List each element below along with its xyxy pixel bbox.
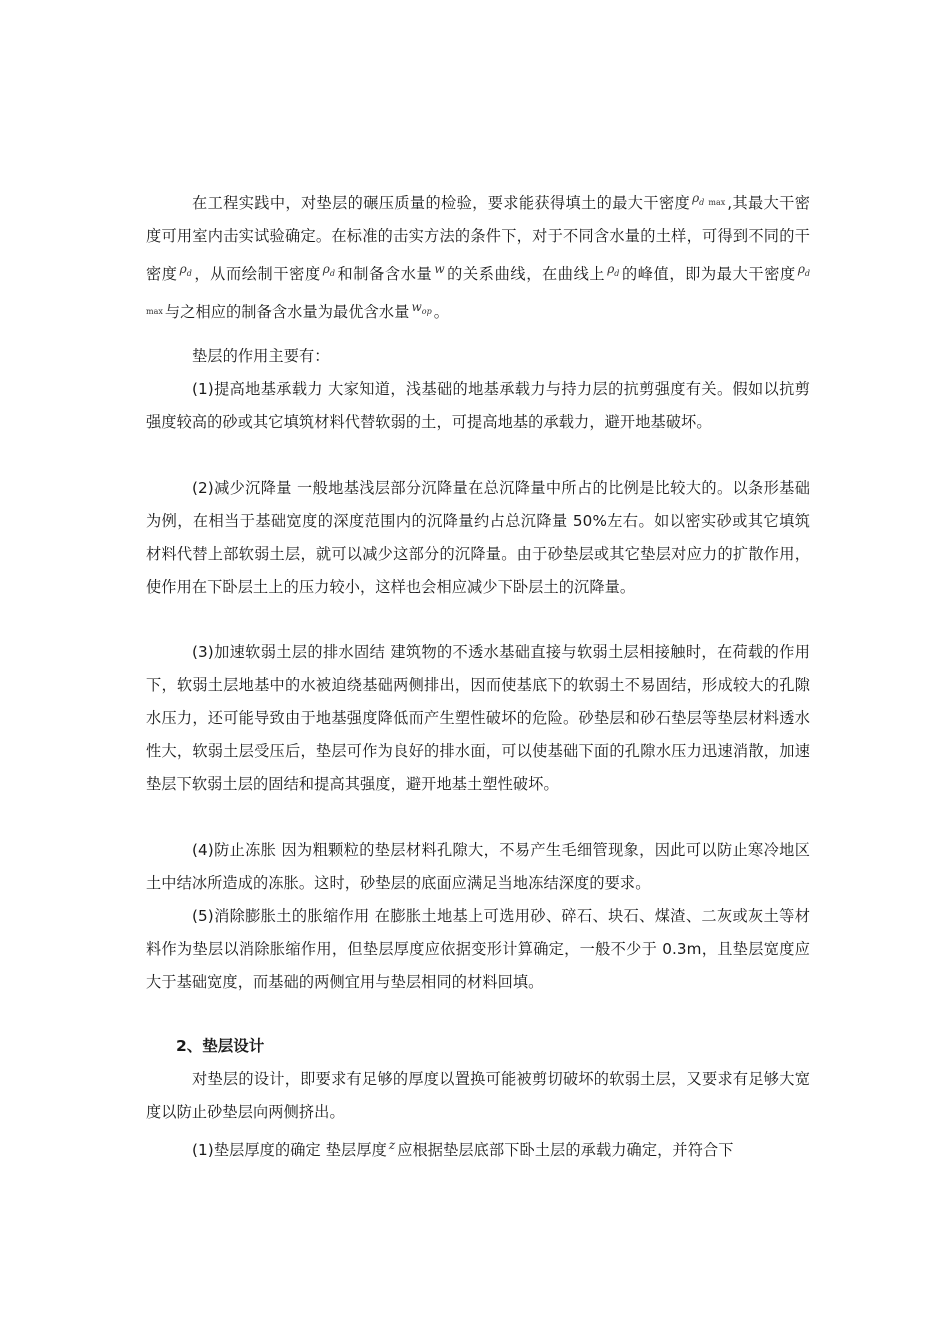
rho-d-max-symbol: ρd max [146,262,811,316]
intro-text-8: 。 [433,303,449,321]
role-item-2: (2)减少沉降量 一般地基浅层部分沉降量在总沉降量中所占的比例是比较大的。以条形基础为例，在相当于基础宽度的深度范围内的沉降量约占总沉降量 50%左右。如以密实砂或其它填筑材料代替上部软弱土层，就可以减少这部分的沉降量。由于砂垫层或其它垫层对应力的扩散作用，使作用在下卧层土上的压力较小，这样也会相应减少下卧层土的沉降量。 [146,479,810,596]
thickness-text-2: 应根据垫层底部下卧土层的承载力确定，并符合下 [397,1141,734,1159]
rho-d-max-symbol: ρd max [692,191,726,207]
roles-intro: 垫层的作用主要有： [192,347,330,365]
intro-text-4: 和制备含水量 [336,265,433,283]
intro-text-7: 与之相应的制备含水量为最优含水量 [164,303,410,321]
rho-d-symbol: ρd [607,262,620,278]
intro-text-2: ,其最大干密度可用室内击实试验确定。在标准的击实方法的条件下，对于不同含水量的土样，可得到不同的干密度 [146,194,810,283]
role-item-3: (3)加速软弱土层的排水固结 建筑物的不透水基础直接与软弱土层相接触时，在荷载的作用下，软弱土层地基中的水被迫绕基础两侧排出，因而使基底下的软弱土不易固结，形成较大的孔隙水压力，还可能导致由于地基强度降低而产生塑性破坏的危险。砂垫层和砂石垫层等垫层材料透水性大，软弱土层受压后，垫层可作为良好的排水面，可以使基础下面的孔隙水压力迅速消散，加速垫层下软弱土层的固结和提高其强度，避开地基土塑性破坏。 [146,643,810,793]
role-item-4: (4)防止冻胀 因为粗颗粒的垫层材料孔隙大，不易产生毛细管现象，因此可以防止寒冷地区土中结冰所造成的冻胀。这时，砂垫层的底面应满足当地冻结深度的要求。 [146,841,810,892]
role-item-5: (5)消除膨胀土的胀缩作用 在膨胀土地基上可选用砂、碎石、块石、煤渣、二灰或灰土等材料作为垫层以消除胀缩作用，但垫层厚度应依据变形计算确定，一般不少于 0.3m，且垫层宽度应大于基础宽度，而基础的两侧宜用与垫层相同的材料回填。 [146,907,810,991]
rho-d-symbol: ρd [179,262,192,278]
intro-text-6: 的峰值，即为最大干密度 [621,265,796,283]
section-heading: 2、垫层设计 [176,1037,265,1055]
thickness-paragraph [146,1129,810,1167]
intro-text-5: 的关系曲线，在曲线上 [446,265,606,283]
intro-paragraph [146,182,810,329]
thickness-text-1: (1)垫层厚度的确定 垫层厚度 [192,1141,387,1159]
rho-d-symbol: ρd [322,262,335,278]
intro-text-3: ，从而绘制干密度 [193,265,321,283]
z-symbol: z [388,1138,396,1152]
w-op-symbol: wop [411,300,432,316]
role-item-1: (1)提高地基承载力 大家知道，浅基础的地基承载力与持力层的抗剪强度有关。假如以抗剪强度较高的砂或其它填筑材料代替软弱的土，可提高地基的承载力，避开地基破坏。 [146,380,810,431]
intro-text-1: 在工程实践中，对垫层的碾压质量的检验，要求能获得填土的最大干密度 [192,194,691,212]
design-paragraph: 对垫层的设计，即要求有足够的厚度以置换可能被剪切破坏的软弱土层，又要求有足够大宽度以防止砂垫层向两侧挤出。 [146,1070,810,1121]
w-symbol: w [434,262,445,276]
